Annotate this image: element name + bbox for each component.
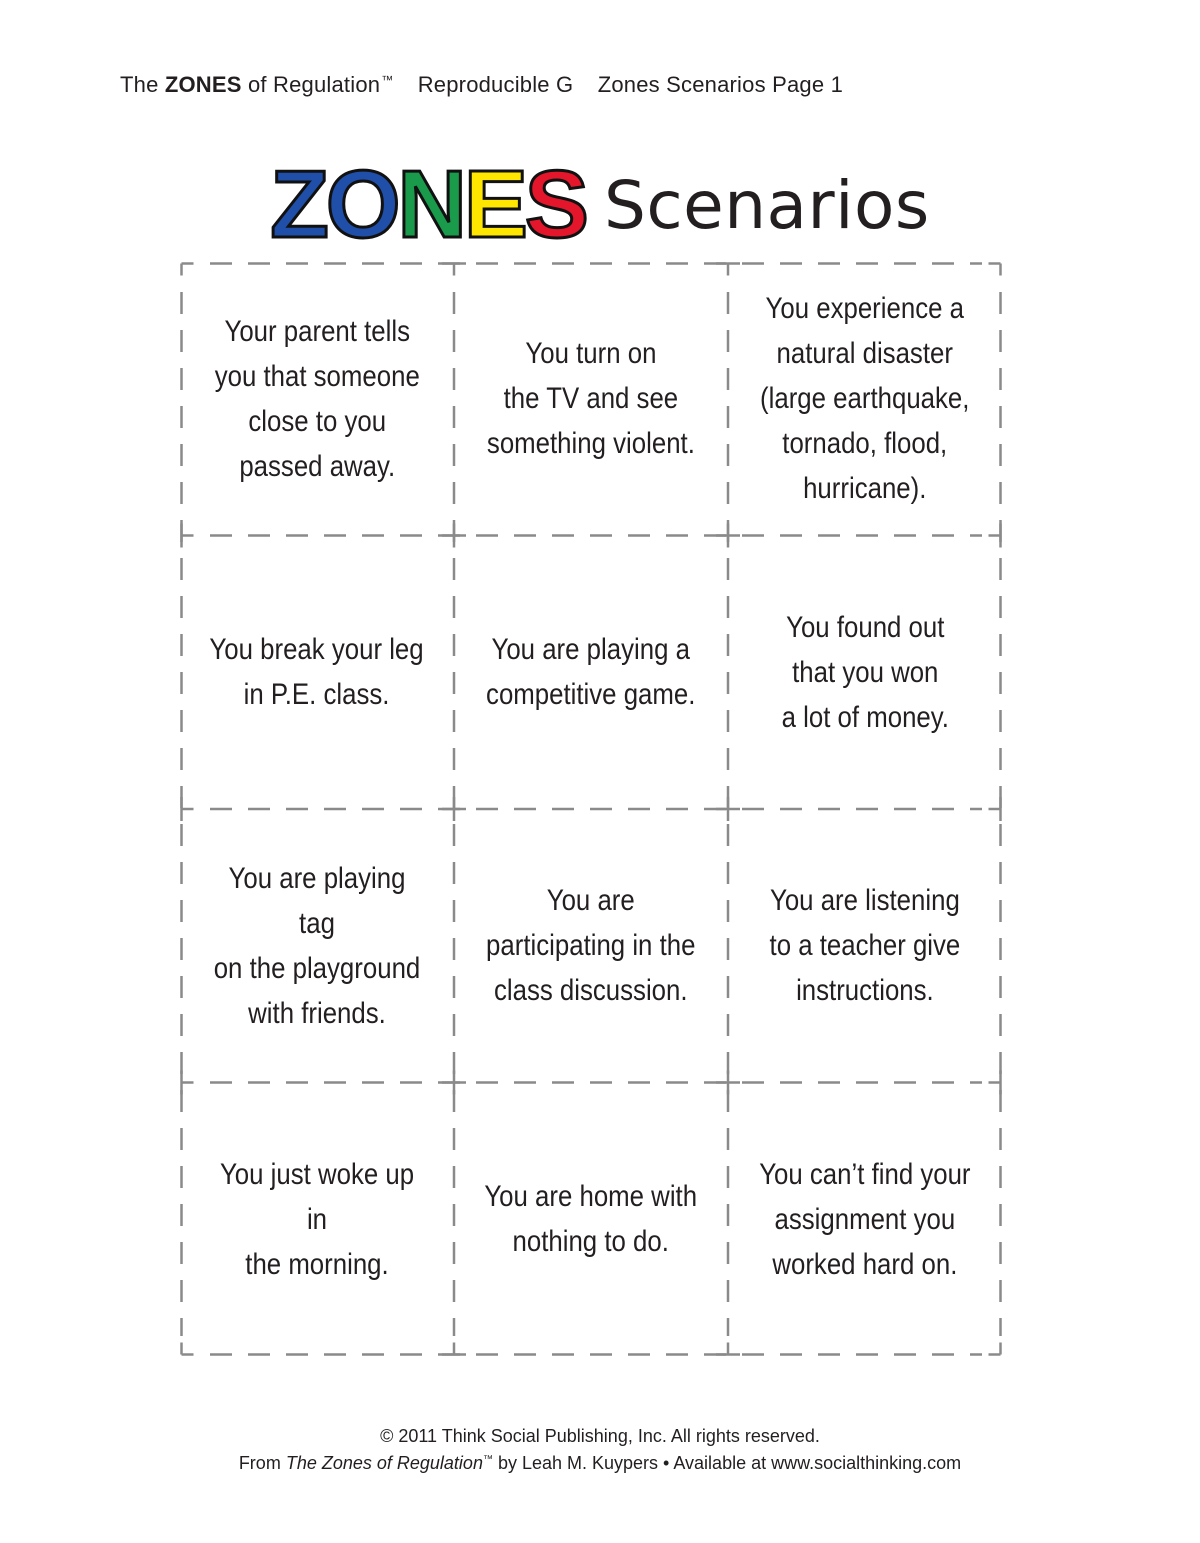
scenario-text: You can’t find your assignment you worked hard on. [759,1157,971,1281]
copyright-line: © 2011 Think Social Publishing, Inc. All rights reserved. [380,1426,820,1446]
title-word: Scenarios [603,166,930,244]
scenario-text: You are playing tag on the playground with friends. [213,861,421,1030]
page-header [120,72,861,98]
scenario-card [728,536,1002,810]
brand-prefix: The [120,72,159,97]
page-footer [0,1424,1200,1475]
scenario-text: You experience a natural disaster (large earthquake, tornado, flood, hurricane). [760,292,970,506]
zones-letter-3: N [397,151,464,258]
scenario-card [454,262,728,536]
scenario-card [728,809,1002,1083]
scenario-card [180,809,454,1083]
scenario-text: You turn on the TV and see something violent. [487,337,695,461]
scenario-text: You just woke up in the morning. [219,1157,415,1281]
scenario-card [454,536,728,810]
scenario-text: You are participating in the class discussion. [486,884,696,1008]
page-title [0,150,1200,260]
scenario-text: You are playing a competitive game. [486,633,696,712]
trademark-mark: ™ [381,72,394,87]
page-label: Zones Scenarios Page 1 [597,72,844,97]
zones-letter-1: Z [270,151,326,258]
scenario-card-grid [180,262,1002,1356]
source-from: From [238,1453,281,1473]
source-line [0,1448,1200,1475]
brand-line [120,72,393,97]
scenario-card [180,262,454,536]
scenario-card [180,1083,454,1357]
brand-suffix: of Regulation [247,72,381,97]
scenario-text: You found out that you won a lot of money. [781,610,949,734]
scenario-text: You are listening to a teacher give instructions. [769,884,961,1008]
zones-letter-4: E [463,151,525,258]
scenario-card [454,809,728,1083]
zones-letter-2: O [325,151,398,258]
zones-letter-5: S [524,151,586,258]
scenario-text: Your parent tells you that someone close to you passed away. [214,314,420,483]
brand-bold: ZONES [164,72,242,97]
scenario-card [728,262,1002,536]
scenario-text: You break your leg in P.E. class. [209,633,425,712]
zones-logo-word [270,151,586,258]
book-title: The Zones of Regulation [285,1453,483,1473]
scenario-card [180,536,454,810]
scenario-card [454,1083,728,1357]
book-trademark: ™ [482,1454,493,1465]
scenario-text: You are home with nothing to do. [484,1180,698,1259]
scenario-card [728,1083,1002,1357]
author-and-website: by Leah M. Kuypers • Available at www.socialthinking.com [497,1453,962,1473]
reproducible-label: Reproducible G [417,72,574,97]
